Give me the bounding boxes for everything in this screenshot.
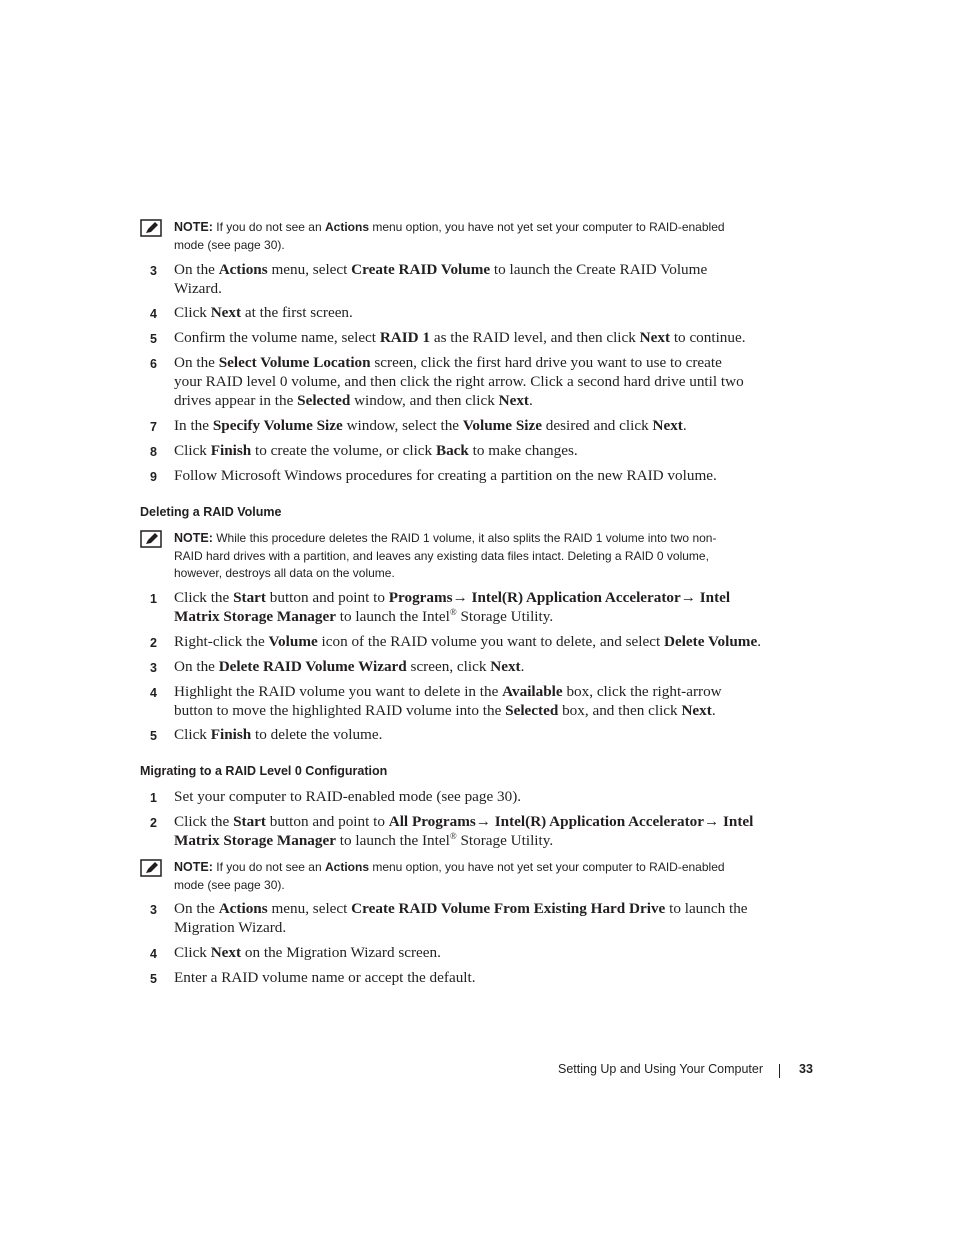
list-item: 1 Set your computer to RAID-enabled mode (see page 30).	[150, 788, 522, 805]
note-callout	[140, 219, 760, 254]
list-item: 7 In the Specify Volume Size window, select the Volume Size desired and click Next.	[150, 417, 687, 434]
list-item: 4 Click Next at the first screen.	[150, 304, 353, 321]
page-number: 33	[799, 1062, 813, 1076]
note-text: NOTE: While this procedure deletes the RAID 1 volume, it also splits the RAID 1 volume into two non- RAID hard drives with a partition, and leaves any existing data files intact. Deleting a RAID 0 volume, however, destroys all data on the volume.	[174, 531, 717, 580]
list-item: 5 Confirm the volume name, select RAID 1 as the RAID level, and then click Next to continue.	[150, 329, 746, 346]
section-heading: Deleting a RAID Volume	[140, 505, 282, 519]
list-item: 1 Click the Start button and point to Programs→ Intel(R) Application Accelerator→ Intel Matrix Storage Manager to launch the Intel® Storage Utility.	[150, 589, 731, 625]
pencil-note-icon	[140, 859, 162, 877]
list-item: 4 Click Next on the Migration Wizard screen.	[150, 944, 441, 961]
footer-divider	[779, 1064, 780, 1078]
list-item: 8 Click Finish to create the volume, or click Back to make changes.	[150, 442, 578, 459]
list-item: 3 On the Actions menu, select Create RAID Volume From Existing Hard Drive to launch the Migration Wizard.	[150, 900, 748, 936]
note-callout	[140, 859, 760, 894]
pencil-note-icon	[140, 530, 162, 548]
list-item: 5 Enter a RAID volume name or accept the default.	[150, 969, 476, 986]
note-text: NOTE: If you do not see an Actions menu option, you have not yet set your computer to RAID-enabled mode (see page 30).	[174, 860, 725, 892]
list-item: 6 On the Select Volume Location screen, click the first hard drive you want to use to create your RAID level 0 volume, and then click the right arrow. Click a second hard drive until two drives appear in the Selected window, and then click Next.	[150, 354, 744, 409]
list-item: 2 Click the Start button and point to All Programs→ Intel(R) Application Accelerator→ Intel Matrix Storage Manager to launch the Intel® Storage Utility.	[150, 813, 754, 849]
list-item: 5 Click Finish to delete the volume.	[150, 726, 383, 743]
note-text: NOTE: If you do not see an Actions menu option, you have not yet set your computer to RAID-enabled mode (see page 30).	[174, 220, 725, 252]
list-item: 9 Follow Microsoft Windows procedures for creating a partition on the new RAID volume.	[150, 467, 717, 484]
list-item: 3 On the Actions menu, select Create RAID Volume to launch the Create RAID Volume Wizard.	[150, 261, 708, 297]
note-callout	[140, 530, 760, 583]
section-heading: Migrating to a RAID Level 0 Configuration	[140, 764, 388, 778]
pencil-note-icon	[140, 219, 162, 237]
list-item: 3 On the Delete RAID Volume Wizard screen, click Next.	[150, 658, 525, 675]
list-item: 2 Right-click the Volume icon of the RAID volume you want to delete, and select Delete Volume.	[150, 633, 761, 650]
footer-title: Setting Up and Using Your Computer	[558, 1062, 763, 1076]
list-item: 4 Highlight the RAID volume you want to delete in the Available box, click the right-arrow button to move the highlighted RAID volume into the Selected box, and then click Next.	[150, 683, 722, 719]
